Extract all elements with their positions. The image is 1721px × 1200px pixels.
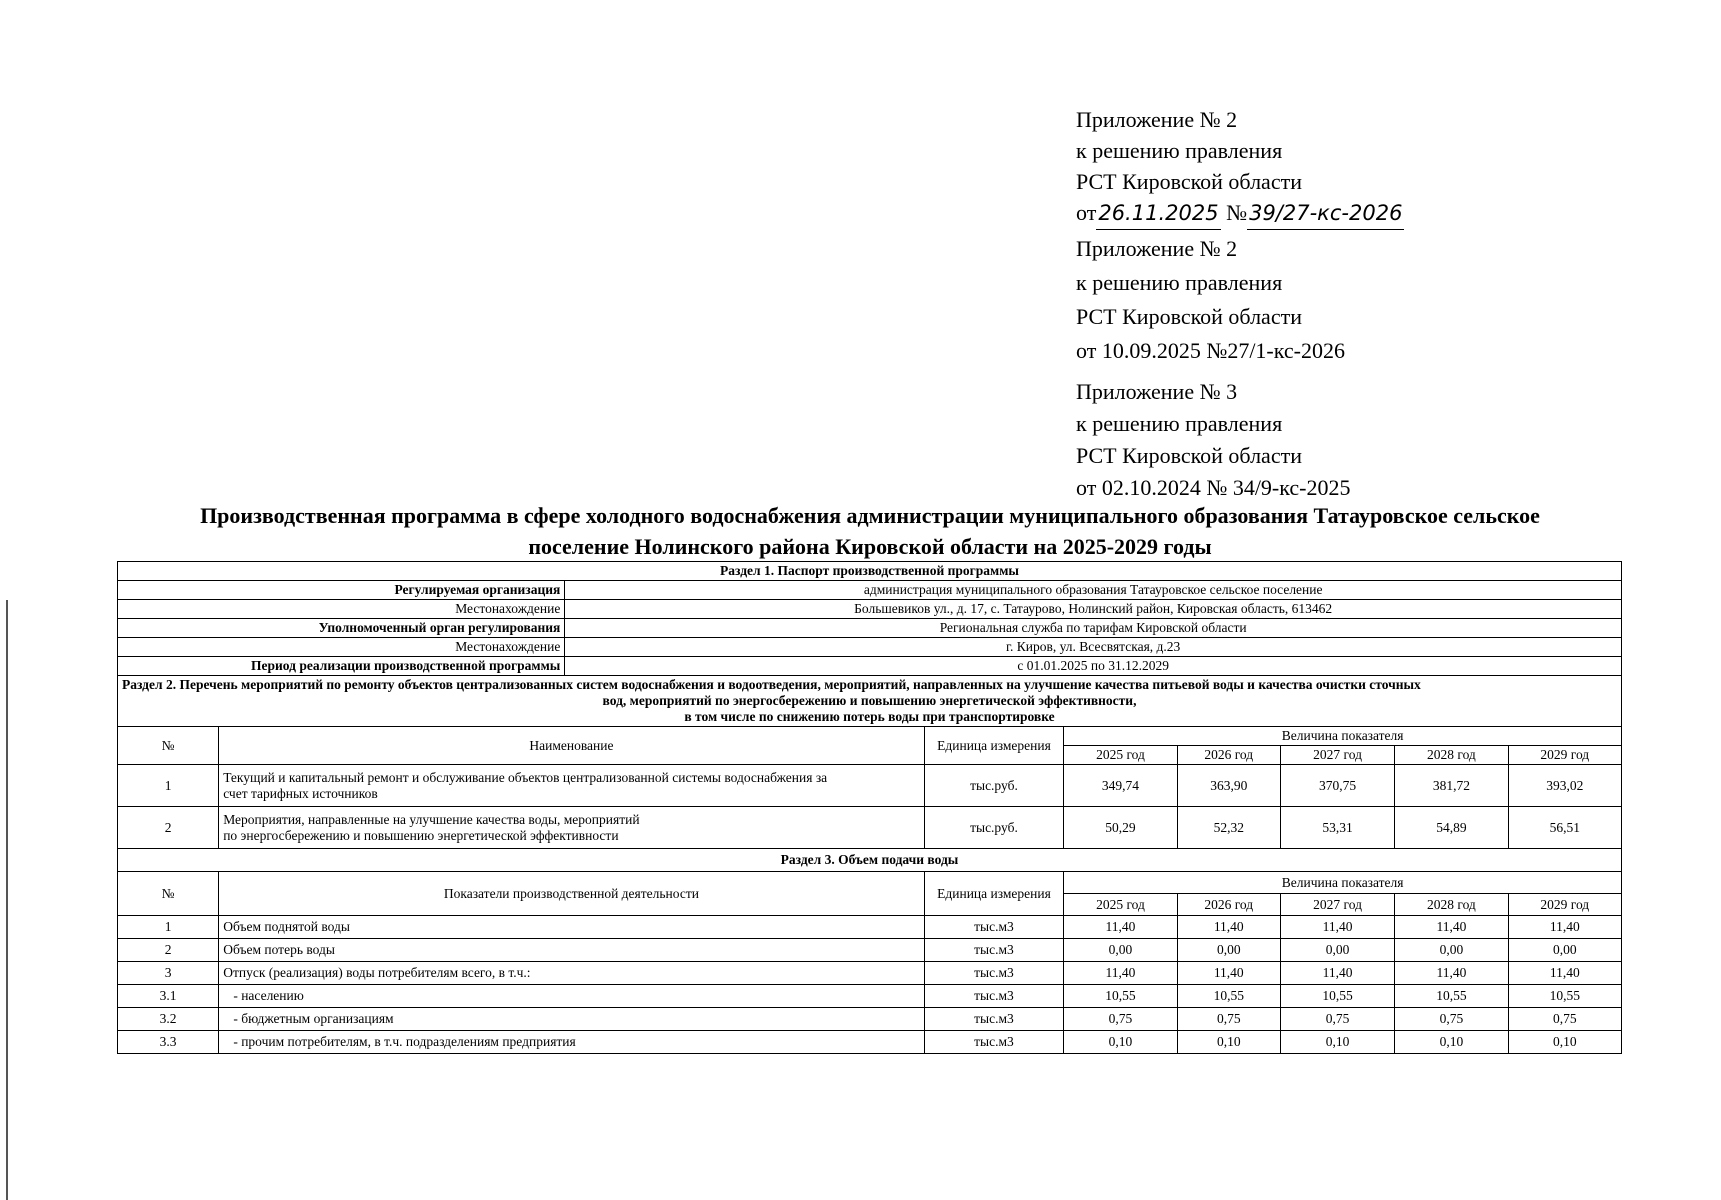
title-line-1: Производственная программа в сфере холодного водоснабжения администрации муниципального образования Татауровское сельское bbox=[200, 503, 1540, 528]
row-name: Отпуск (реализация) воды потребителям всего, в т.ч.: bbox=[219, 962, 924, 985]
number-prefix: № bbox=[1226, 200, 1248, 225]
row-name-line-2: по энергосбережению и повышению энергетической эффективности bbox=[223, 827, 619, 843]
volume-row bbox=[118, 962, 1622, 985]
row-name bbox=[219, 765, 924, 807]
measure-row bbox=[118, 765, 1622, 807]
row-value: 11,40 bbox=[1395, 916, 1508, 939]
annex-authority: РСТ Кировской области bbox=[1076, 304, 1302, 329]
year-header: 2025 год bbox=[1064, 894, 1177, 916]
row-number: 3.2 bbox=[118, 1008, 219, 1031]
annex-date-number: от 10.09.2025 №27/1-кс-2026 bbox=[1076, 338, 1345, 363]
row-value: 10,55 bbox=[1064, 985, 1177, 1008]
passport-value: Большевиков ул., д. 17, с. Татаурово, Нолинский район, Кировская область, 613462 bbox=[565, 600, 1622, 619]
row-value: 0,75 bbox=[1508, 1008, 1621, 1031]
row-value: 52,32 bbox=[1177, 807, 1280, 849]
year-header: 2028 год bbox=[1395, 746, 1508, 765]
volume-row bbox=[118, 985, 1622, 1008]
row-unit: тыс.м3 bbox=[924, 916, 1064, 939]
col-value-header: Величина показателя bbox=[1064, 872, 1622, 894]
row-value: 0,00 bbox=[1064, 939, 1177, 962]
annex-title: Приложение № 3 bbox=[1076, 379, 1238, 404]
col-unit-header: Единица измерения bbox=[924, 727, 1064, 765]
handwritten-date: 26.11.2025 bbox=[1096, 198, 1220, 230]
row-number: 3.1 bbox=[118, 985, 219, 1008]
year-header: 2028 год bbox=[1395, 894, 1508, 916]
row-value: 50,29 bbox=[1064, 807, 1177, 849]
measure-row bbox=[118, 807, 1622, 849]
volume-row bbox=[118, 1008, 1622, 1031]
row-value: 11,40 bbox=[1395, 962, 1508, 985]
year-header: 2026 год bbox=[1177, 746, 1280, 765]
year-header: 2026 год bbox=[1177, 894, 1280, 916]
row-value: 349,74 bbox=[1064, 765, 1177, 807]
row-number: 2 bbox=[118, 807, 219, 849]
row-name-line-1: Текущий и капитальный ремонт и обслуживание объектов централизованной системы водоснабжения за bbox=[223, 769, 828, 785]
passport-row bbox=[118, 600, 1622, 619]
passport-label: Уполномоченный орган регулирования bbox=[118, 619, 565, 638]
year-header: 2029 год bbox=[1508, 746, 1621, 765]
row-value: 0,75 bbox=[1064, 1008, 1177, 1031]
annex-block-original bbox=[1076, 376, 1350, 504]
col-value-header: Величина показателя bbox=[1064, 727, 1622, 746]
col-number-header: № bbox=[118, 872, 219, 916]
row-value: 11,40 bbox=[1064, 916, 1177, 939]
year-header: 2029 год bbox=[1508, 894, 1621, 916]
passport-label: Местонахождение bbox=[118, 600, 565, 619]
row-unit: тыс.руб. bbox=[924, 765, 1064, 807]
volume-row bbox=[118, 1031, 1622, 1054]
row-name-line-2: счет тарифных источников bbox=[223, 785, 378, 801]
row-value: 11,40 bbox=[1177, 916, 1280, 939]
annex-decision: к решению правления bbox=[1076, 411, 1283, 436]
row-number: 3.3 bbox=[118, 1031, 219, 1054]
volume-row bbox=[118, 916, 1622, 939]
annex-decision: к решению правления bbox=[1076, 138, 1283, 163]
row-value: 370,75 bbox=[1280, 765, 1394, 807]
passport-value: администрация муниципального образования Татауровское сельское поселение bbox=[565, 581, 1622, 600]
row-name: Объем потерь воды bbox=[219, 939, 924, 962]
row-value: 11,40 bbox=[1508, 962, 1621, 985]
row-unit: тыс.м3 bbox=[924, 962, 1064, 985]
section2-header-row bbox=[118, 727, 1622, 746]
row-number: 2 bbox=[118, 939, 219, 962]
col-indicator-header: Показатели производственной деятельности bbox=[219, 872, 924, 916]
row-name: - населению bbox=[219, 985, 924, 1008]
passport-row bbox=[118, 581, 1622, 600]
document-title bbox=[100, 500, 1640, 562]
row-value: 0,10 bbox=[1177, 1031, 1280, 1054]
annex-block-current bbox=[1076, 104, 1404, 230]
row-value: 56,51 bbox=[1508, 807, 1621, 849]
annex-decision: к решению правления bbox=[1076, 270, 1283, 295]
passport-label: Местонахождение bbox=[118, 638, 565, 657]
row-value: 11,40 bbox=[1508, 916, 1621, 939]
production-program-table bbox=[117, 561, 1622, 1054]
passport-value: Региональная служба по тарифам Кировской области bbox=[565, 619, 1622, 638]
row-value: 0,75 bbox=[1395, 1008, 1508, 1031]
passport-row bbox=[118, 619, 1622, 638]
row-value: 10,55 bbox=[1508, 985, 1621, 1008]
row-value: 381,72 bbox=[1395, 765, 1508, 807]
annex-block-previous bbox=[1076, 232, 1345, 368]
row-value: 0,10 bbox=[1064, 1031, 1177, 1054]
passport-value: с 01.01.2025 по 31.12.2029 bbox=[565, 657, 1622, 676]
row-name: - бюджетным организациям bbox=[219, 1008, 924, 1031]
row-name: - прочим потребителям, в т.ч. подразделениям предприятия bbox=[219, 1031, 924, 1054]
row-unit: тыс.м3 bbox=[924, 1031, 1064, 1054]
row-number: 3 bbox=[118, 962, 219, 985]
row-value: 10,55 bbox=[1280, 985, 1394, 1008]
col-number-header: № bbox=[118, 727, 219, 765]
annex-title: Приложение № 2 bbox=[1076, 107, 1238, 132]
row-value: 0,00 bbox=[1508, 939, 1621, 962]
annex-authority: РСТ Кировской области bbox=[1076, 443, 1302, 468]
row-value: 393,02 bbox=[1508, 765, 1621, 807]
row-value: 363,90 bbox=[1177, 765, 1280, 807]
section2-heading-line-2: вод, мероприятий по энергосбережению и повышению энергетической эффективности, bbox=[602, 693, 1137, 708]
section3-heading: Раздел 3. Объем подачи воды bbox=[118, 849, 1622, 872]
row-number: 1 bbox=[118, 765, 219, 807]
annex-date-number bbox=[1076, 197, 1404, 230]
handwritten-number: 39/27-кс-2026 bbox=[1247, 198, 1404, 230]
col-unit-header: Единица измерения bbox=[924, 872, 1064, 916]
row-value: 10,55 bbox=[1395, 985, 1508, 1008]
row-value: 11,40 bbox=[1280, 962, 1394, 985]
row-unit: тыс.м3 bbox=[924, 939, 1064, 962]
row-value: 0,10 bbox=[1508, 1031, 1621, 1054]
row-unit: тыс.м3 bbox=[924, 1008, 1064, 1031]
row-value: 0,75 bbox=[1177, 1008, 1280, 1031]
section3-header-row bbox=[118, 872, 1622, 894]
row-number: 1 bbox=[118, 916, 219, 939]
passport-label: Период реализации производственной программы bbox=[118, 657, 565, 676]
volume-row bbox=[118, 939, 1622, 962]
passport-row bbox=[118, 657, 1622, 676]
year-header: 2025 год bbox=[1064, 746, 1177, 765]
row-value: 11,40 bbox=[1177, 962, 1280, 985]
row-value: 0,75 bbox=[1280, 1008, 1394, 1031]
annex-title: Приложение № 2 bbox=[1076, 236, 1238, 261]
date-prefix: от bbox=[1076, 200, 1097, 225]
passport-label: Регулируемая организация bbox=[118, 581, 565, 600]
row-name: Объем поднятой воды bbox=[219, 916, 924, 939]
row-name bbox=[219, 807, 924, 849]
row-value: 0,00 bbox=[1395, 939, 1508, 962]
section2-heading bbox=[118, 676, 1622, 727]
scan-edge-line bbox=[6, 600, 8, 1200]
passport-row bbox=[118, 638, 1622, 657]
row-name-line-1: Мероприятия, направленные на улучшение качества воды, мероприятий bbox=[223, 811, 640, 827]
row-value: 0,00 bbox=[1280, 939, 1394, 962]
row-value: 54,89 bbox=[1395, 807, 1508, 849]
row-value: 0,10 bbox=[1280, 1031, 1394, 1054]
section2-heading-line-1: Раздел 2. Перечень мероприятий по ремонту объектов централизованных систем водоснабжения и водоотведения, мероприятий, направленных на улучшение качества питьевой воды и качества очистки сточных bbox=[122, 677, 1421, 692]
row-value: 0,00 bbox=[1177, 939, 1280, 962]
row-unit: тыс.руб. bbox=[924, 807, 1064, 849]
annex-date-number: от 02.10.2024 № 34/9-кс-2025 bbox=[1076, 475, 1351, 500]
row-value: 11,40 bbox=[1064, 962, 1177, 985]
row-unit: тыс.м3 bbox=[924, 985, 1064, 1008]
row-value: 10,55 bbox=[1177, 985, 1280, 1008]
col-name-header: Наименование bbox=[219, 727, 924, 765]
title-line-2: поселение Нолинского района Кировской области на 2025-2029 годы bbox=[528, 534, 1212, 559]
row-value: 0,10 bbox=[1395, 1031, 1508, 1054]
section1-heading: Раздел 1. Паспорт производственной программы bbox=[118, 562, 1622, 581]
passport-value: г. Киров, ул. Всесвятская, д.23 bbox=[565, 638, 1622, 657]
row-value: 11,40 bbox=[1280, 916, 1394, 939]
row-value: 53,31 bbox=[1280, 807, 1394, 849]
year-header: 2027 год bbox=[1280, 746, 1394, 765]
year-header: 2027 год bbox=[1280, 894, 1394, 916]
annex-authority: РСТ Кировской области bbox=[1076, 169, 1302, 194]
section2-heading-line-3: в том числе по снижению потерь воды при транспортировке bbox=[684, 709, 1055, 724]
